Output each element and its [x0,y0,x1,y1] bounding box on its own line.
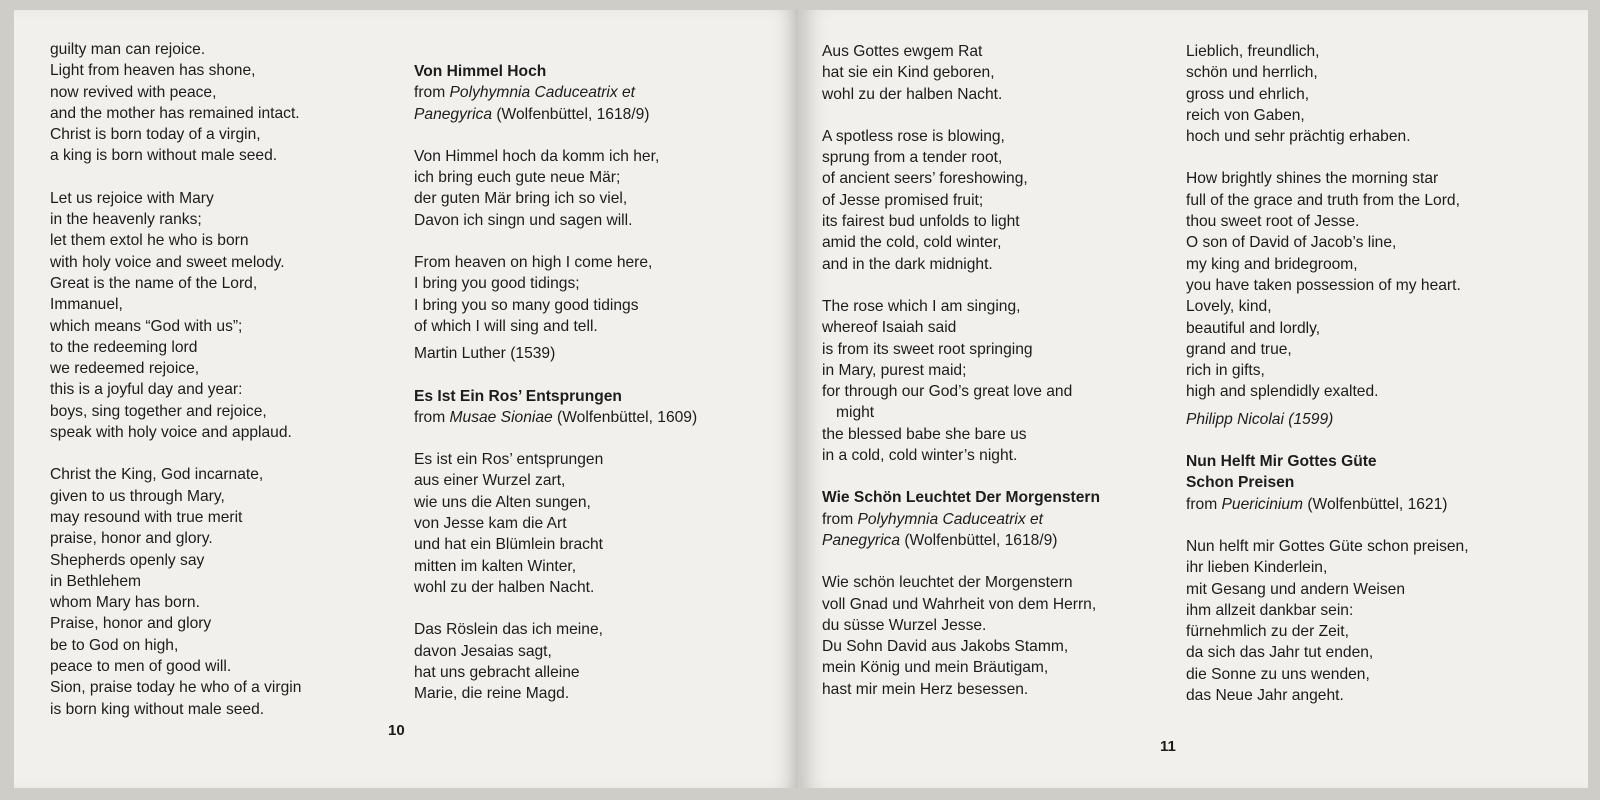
text-line: der guten Mär bring ich so viel, [414,190,628,208]
text-line: davon Jesaias sagt, [414,642,552,660]
text-line: von Jesse kam die Art [414,515,567,533]
text-line: amid the cold, cold winter, [822,234,1002,252]
song-title: Schon Preisen [1186,474,1295,492]
text-line: das Neue Jahr angeht. [1186,687,1344,705]
text-line: reich von Gaben, [1186,106,1305,124]
text-line: aus einer Wurzel zart, [414,472,566,490]
text-line: die Sonne zu uns wenden, [1186,665,1370,683]
text-line: fürnehmlich zu der Zeit, [1186,623,1349,641]
text-line: praise, honor and glory. [50,530,213,548]
song-source: from Puericinium (Wolfenbüttel, 1621) [1186,495,1448,513]
text-line: might [836,404,875,422]
song-title: Wie Schön Leuchtet Der Morgenstern [822,489,1100,507]
text-line: O son of David of Jacob’s line, [1186,234,1397,252]
text-line: in Bethlehem [50,572,142,590]
text-line: with holy voice and sweet melody. [50,253,285,271]
text-line: Immanuel, [50,296,123,314]
text-line: gross und ehrlich, [1186,85,1310,103]
text-line: ihm allzeit dankbar sein: [1186,601,1354,619]
text-line: Von Himmel hoch da komm ich her, [414,147,660,165]
text-line: voll Gnad und Wahrheit von dem Herrn, [822,595,1097,613]
text-line: hat uns gebracht alleine [414,663,580,681]
text-line: hast mir mein Herz besessen. [822,680,1029,698]
song-source: Panegyrica (Wolfenbüttel, 1618/9) [414,105,650,123]
text-line: this is a joyful day and year: [50,381,243,399]
left-page [14,10,798,788]
text-line: wohl zu der halben Nacht. [822,85,1003,103]
text-line: Das Röslein das ich meine, [414,621,603,639]
text-line: mit Gesang und andern Weisen [1186,580,1406,598]
text-line: now revived with peace, [50,83,217,101]
text-line: a king is born without male seed. [50,147,278,165]
page-number: 11 [1160,738,1176,755]
text-line: da sich das Jahr tut enden, [1186,644,1374,662]
text-line: The rose which I am singing, [822,297,1021,315]
left-column-2 [414,61,697,704]
text-line: Lovely, kind, [1186,298,1272,316]
text-line: its fairest bud unfolds to light [822,213,1020,231]
song-title: Es Ist Ein Ros’ Entsprungen [414,387,622,405]
text-line: is born king without male seed. [50,700,265,718]
text-line: be to God on high, [50,636,179,654]
text-line: How brightly shines the morning star [1186,170,1439,188]
song-title: Von Himmel Hoch [414,63,547,80]
text-line: whereof Isaiah said [822,319,957,337]
text-line: guilty man can rejoice. [50,41,206,58]
text-line: may resound with true merit [50,508,243,526]
text-line: peace to men of good will. [50,658,232,676]
text-line: in Mary, purest maid; [822,361,967,379]
text-line: mitten im kalten Winter, [414,557,577,575]
song-source: from Polyhymnia Caduceatrix et [414,84,636,102]
song-source: Panegyrica (Wolfenbüttel, 1618/9) [822,531,1058,549]
text-line: Aus Gottes ewgem Rat [822,43,983,60]
text-line: hoch und sehr prächtig erhaben. [1186,128,1411,146]
text-line: of Jesse promised fruit; [822,191,984,209]
text-line: From heaven on high I come here, [414,254,653,272]
text-line: rich in gifts, [1186,362,1265,380]
text-line: Nun helft mir Gottes Güte schon preisen, [1186,537,1469,555]
text-line: ich bring euch gute neue Mär; [414,169,621,187]
text-line: wie uns die Alten sungen, [414,493,591,511]
song-author: Martin Luther (1539) [414,345,556,363]
song-author: Philipp Nicolai (1599) [1186,410,1334,428]
text-line: I bring you good tidings; [414,275,580,293]
text-line: wohl zu der halben Nacht. [414,578,595,596]
text-line: mein König und mein Bräutigam, [822,659,1049,677]
song-source: from Polyhymnia Caduceatrix et [822,510,1044,528]
text-line: Shepherds openly say [50,551,205,569]
text-line: Great is the name of the Lord, [50,274,258,292]
text-line: is from its sweet root springing [822,340,1033,358]
text-line: thou sweet root of Jesse. [1186,213,1360,231]
text-line: Christ is born today of a virgin, [50,126,261,144]
text-line: I bring you so many good tidings [414,296,639,314]
text-line: to the redeeming lord [50,338,198,356]
text-line: of which I will sing and tell. [414,317,598,335]
right-page [802,10,1588,788]
text-line: Sion, praise today he who of a virgin [50,679,302,697]
text-line: whom Mary has born. [50,594,200,612]
text-line: Let us rejoice with Mary [50,189,214,207]
text-line: let them extol he who is born [50,232,249,250]
text-line: of ancient seers’ foreshowing, [822,170,1028,188]
text-line: Lieblich, freundlich, [1186,43,1320,60]
text-line: the blessed babe she bare us [822,425,1027,443]
right-column-2 [1186,41,1469,706]
text-line: Davon ich singn und sagen will. [414,211,633,229]
text-line: Christ the King, God incarnate, [50,466,264,484]
text-line: du süsse Wurzel Jesse. [822,616,987,634]
text-line: my king and bridegroom, [1186,255,1358,273]
text-line: A spotless rose is blowing, [822,127,1005,145]
text-line: and the mother has remained intact. [50,104,300,122]
text-line: Wie schön leuchtet der Morgenstern [822,574,1073,592]
text-line: given to us through Mary, [50,487,225,505]
text-line: Es ist ein Ros’ entsprungen [414,451,604,469]
song-source: from Musae Sioniae (Wolfenbüttel, 1609) [414,408,698,426]
text-line: boys, sing together and rejoice, [50,402,267,420]
song-title: Nun Helft Mir Gottes Güte [1186,453,1377,471]
text-line: we redeemed rejoice, [50,360,200,378]
text-line: sprung from a tender root, [822,149,1003,167]
text-line: in the heavenly ranks; [50,211,202,229]
text-line: grand and true, [1186,340,1292,358]
text-line: in a cold, cold winter’s night. [822,447,1018,465]
text-line: beautiful and lordly, [1186,319,1321,337]
text-line: und hat ein Blümlein bracht [414,536,603,554]
text-line: Light from heaven has shone, [50,62,256,80]
text-line: Marie, die reine Magd. [414,685,570,703]
text-line: for through our God’s great love and [822,383,1073,401]
text-line: Du Sohn David aus Jakobs Stamm, [822,638,1069,656]
text-line: which means “God with us”; [50,317,243,335]
text-line: speak with holy voice and applaud. [50,424,292,442]
text-line: hat sie ein Kind geboren, [822,64,995,82]
right-column-1 [822,41,1100,700]
text-line: ihr lieben Kinderlein, [1186,559,1328,577]
left-column-1 [50,39,301,720]
text-line: Praise, honor and glory [50,615,212,633]
text-line: you have taken possession of my heart. [1186,276,1461,294]
text-line: and in the dark midnight. [822,255,993,273]
page-number: 10 [388,722,405,739]
text-line: high and splendidly exalted. [1186,383,1379,401]
text-line: full of the grace and truth from the Lord, [1186,191,1460,209]
text-line: schön und herrlich, [1186,64,1318,82]
